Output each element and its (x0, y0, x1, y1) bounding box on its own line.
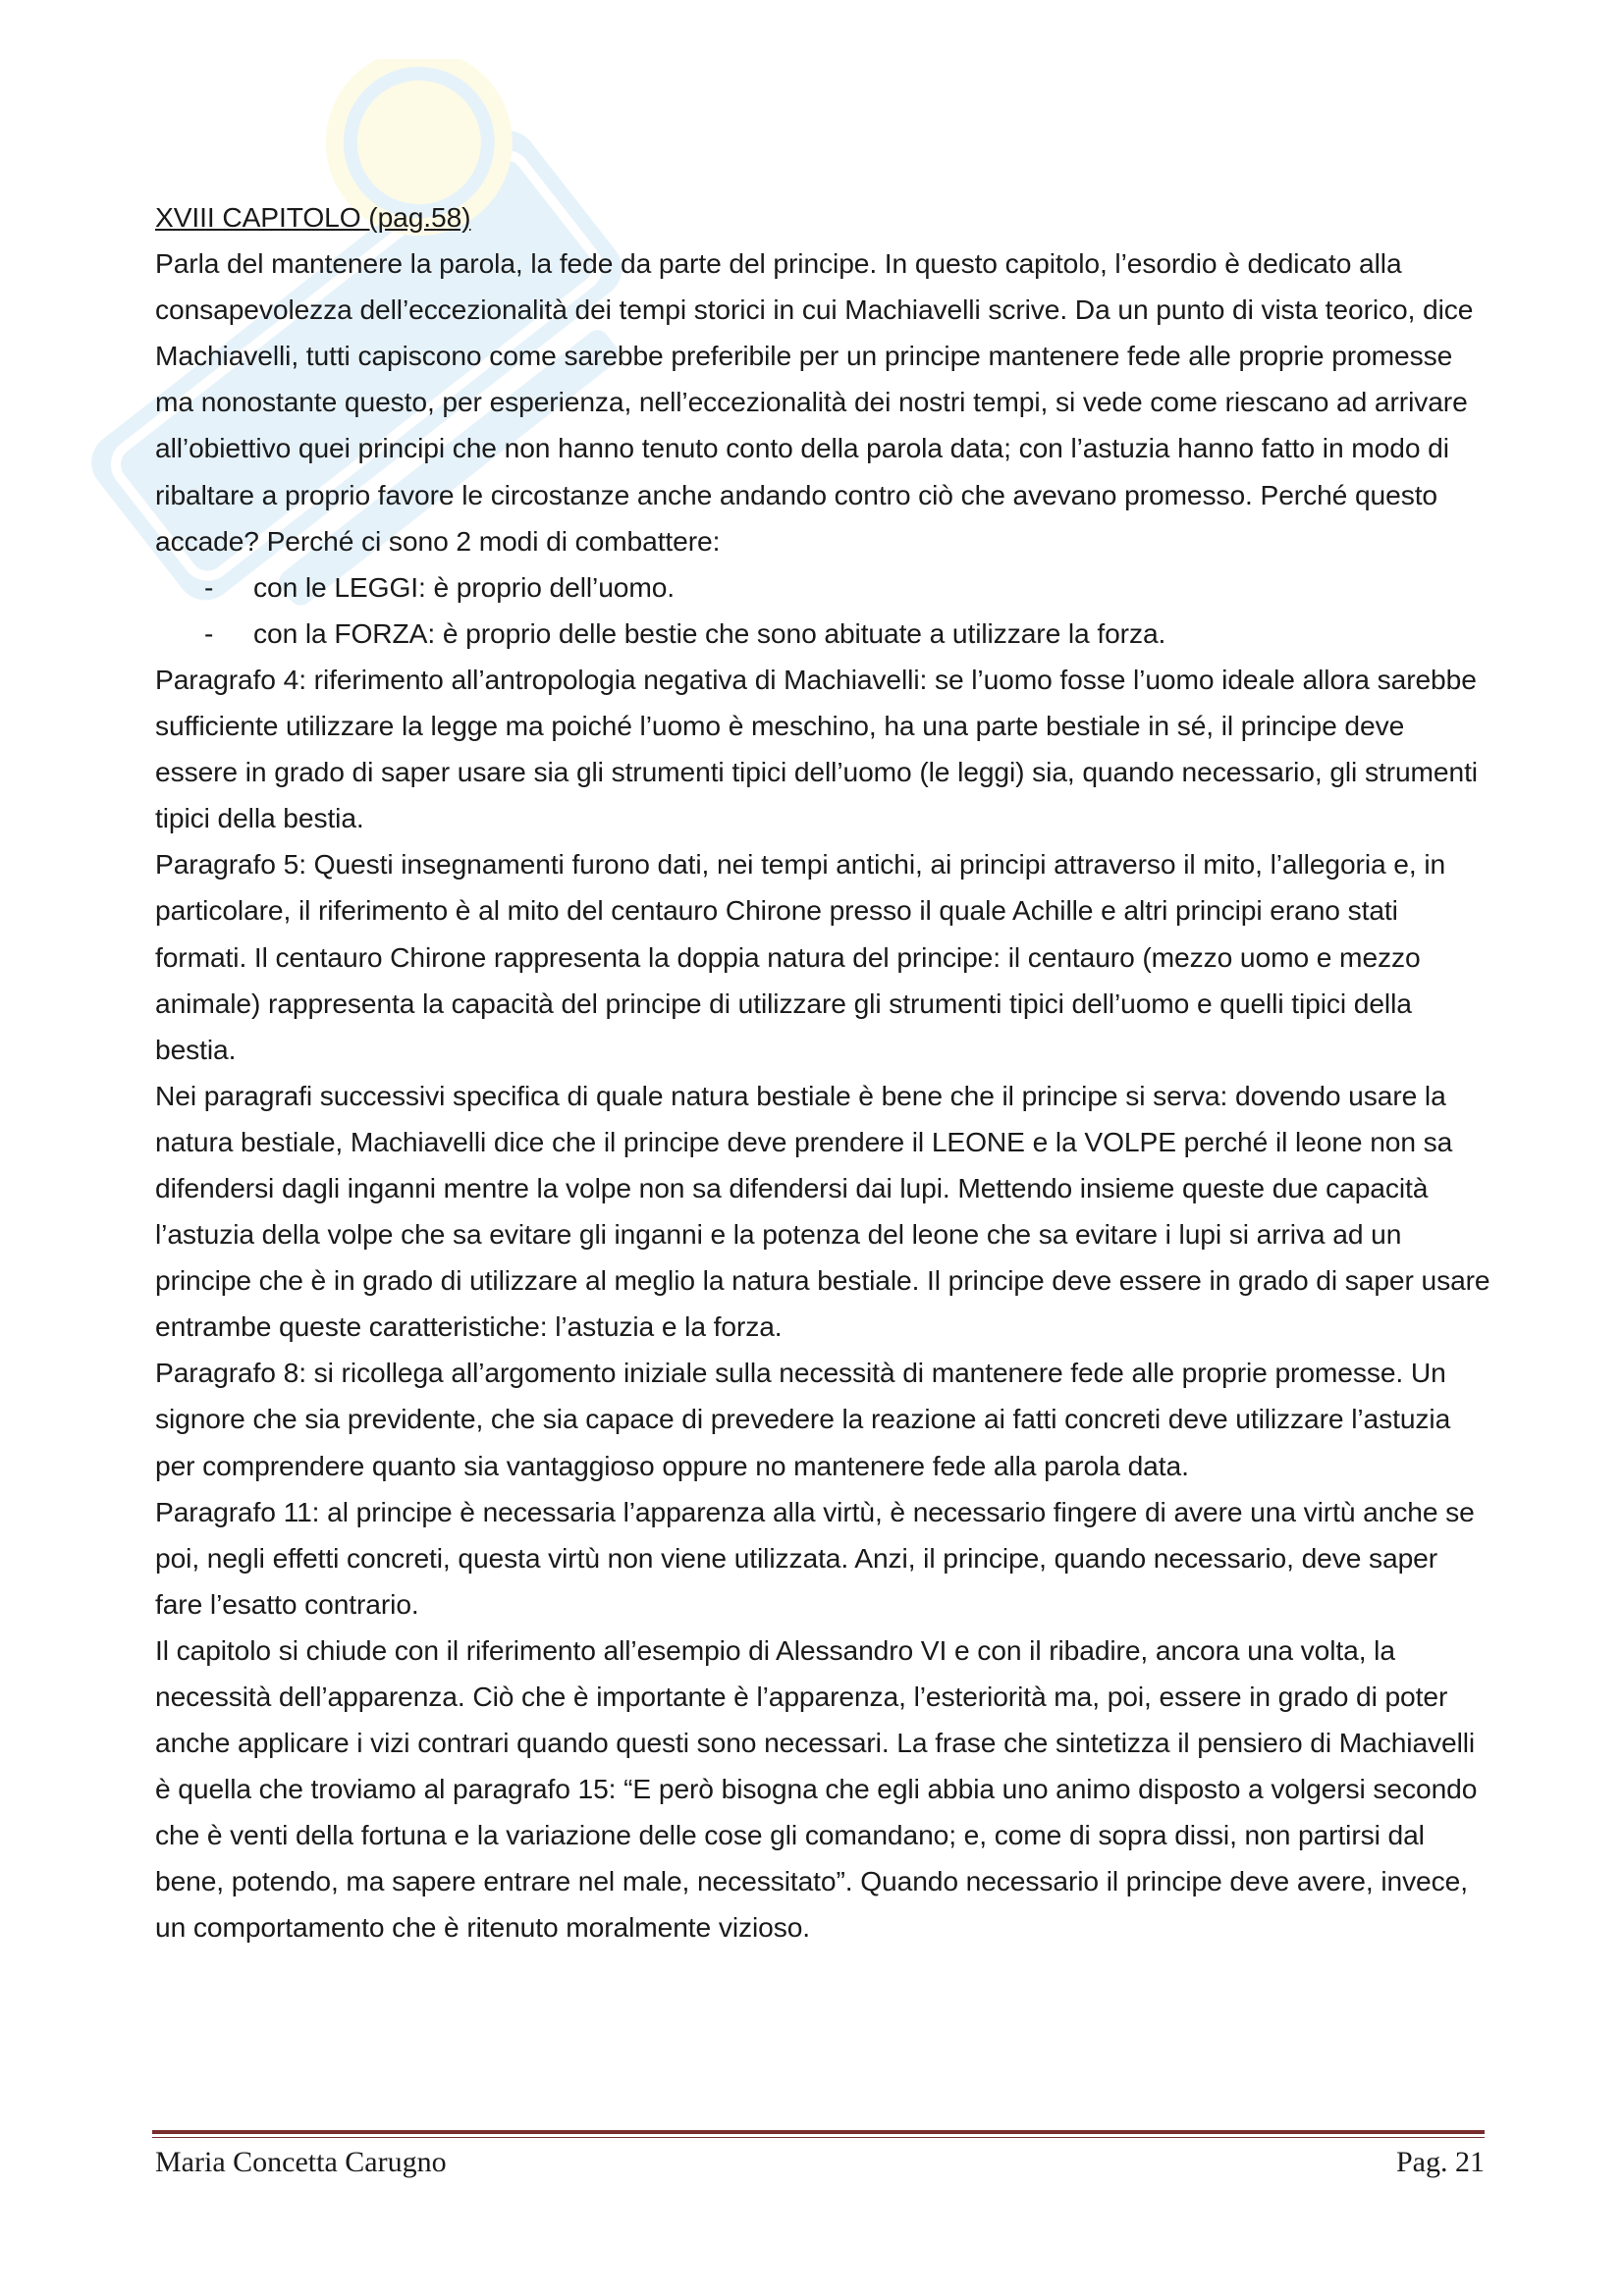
footer-page-number: Pag. 21 (1396, 2146, 1485, 2178)
paragraph: Paragrafo 8: si ricollega all’argomento iniziale sulla necessità di mantenere fede alle proprie promesse. Un signore che sia previdente, che sia capace di prevedere la reazione ai fatti concreti deve utilizzare l’astuzia per comprendere quanto sia vantaggioso oppure no mantenere fede alla parola data. (155, 1357, 1451, 1481)
list-item: - con le LEGGI: è proprio dell’uomo. (155, 564, 1490, 611)
chapter-title: XVIII CAPITOLO (pag.58) (155, 201, 471, 233)
paragraph: Nei paragrafi successivi specifica di quale natura bestiale è bene che il principe si serva: dovendo usare la natura bestiale, Machiavelli dice che il principe deve prendere il LEONE e la VOLPE perché il leone non sa difendersi dagli inganni mentre la volpe non sa difendersi dai lupi. Mettendo insieme queste due capacità l’astuzia della volpe che sa evitare gli inganni e la potenza del leone che sa evitare i lupi si arriva ad un principe che è in grado di utilizzare al meglio la natura bestiale. Il principe deve essere in grado di saper usare entrambe queste caratteristiche: l’astuzia e la forza. (155, 1079, 1490, 1343)
paragraph: Paragrafo 5: Questi insegnamenti furono dati, nei tempi antichi, ai principi attraverso il mito, l’allegoria e, in particolare, il riferimento è al mito del centauro Chirone presso il quale Achille e altri principi erano stati formati. Il centauro Chirone rappresenta la doppia natura del principe: il centauro (mezzo uomo e mezzo animale) rappresenta la capacità del principe di utilizzare gli strumenti tipici dell’uomo e quelli tipici della bestia. (155, 848, 1446, 1065)
footer-divider (152, 2130, 1485, 2134)
paragraph: Paragrafo 4: riferimento all’antropologia negativa di Machiavelli: se l’uomo fosse l’uomo ideale allora sarebbe sufficiente utilizzare la legge ma poiché l’uomo è meschino, ha una parte bestiale in sé, il principe deve essere in grado di saper usare sia gli strumenti tipici dell’uomo (le leggi) sia, quando necessario, gli strumenti tipici della bestia. (155, 663, 1478, 834)
bullet-list (155, 564, 1490, 657)
page-footer (155, 2146, 1485, 2179)
page-body (155, 194, 1490, 1951)
footer-divider-thin (152, 2137, 1485, 2138)
list-item: - con la FORZA: è proprio delle bestie che sono abituate a utilizzare la forza. (155, 611, 1490, 657)
paragraph: Il capitolo si chiude con il riferimento all’esempio di Alessandro VI e con il ribadire, ancora una volta, la necessità dell’apparenza. Ciò che è importante è l’apparenza, l’esteriorità ma, poi, essere in grado di poter anche applicare i vizi contrari quando questi sono necessari. La frase che sintetizza il pensiero di Machiavelli è quella che troviamo al paragrafo 15: “E però bisogna che egli abbia uno animo disposto a volgersi secondo che è venti della fortuna e la variazione delle cose gli comandano; e, come di sopra dissi, non partirsi dal bene, potendo, ma sapere entrare nel male, necessitato”. Quando necessario il principe deve avere, invece, un comportamento che è ritenuto moralmente vizioso. (155, 1633, 1478, 1944)
paragraph: Paragrafo 11: al principe è necessaria l’apparenza alla virtù, è necessario fingere di avere una virtù anche se poi, negli effetti concreti, questa virtù non viene utilizzata. Anzi, il principe, quando necessario, deve saper fare l’esatto contrario. (155, 1495, 1475, 1620)
footer-author: Maria Concetta Carugno (155, 2146, 447, 2178)
paragraph: Parla del mantenere la parola, la fede da parte del principe. In questo capitolo, l’esordio è dedicato alla consapevolezza dell’eccezionalità dei tempi storici in cui Machiavelli scrive. Da un punto di vista teorico, dice Machiavelli, tutti capiscono come sarebbe preferibile per un principe mantenere fede alle proprie promesse ma nonostante questo, per esperienza, nell’eccezionalità dei nostri tempi, si vede come riescano ad arrivare all’obiettivo quei principi che non hanno tenuto conto della parola data; con l’astuzia hanno fatto in modo di ribaltare a proprio favore le circostanze anche andando contro ciò che avevano promesso. Perché questo accade? Perché ci sono 2 modi di combattere: (155, 247, 1474, 557)
